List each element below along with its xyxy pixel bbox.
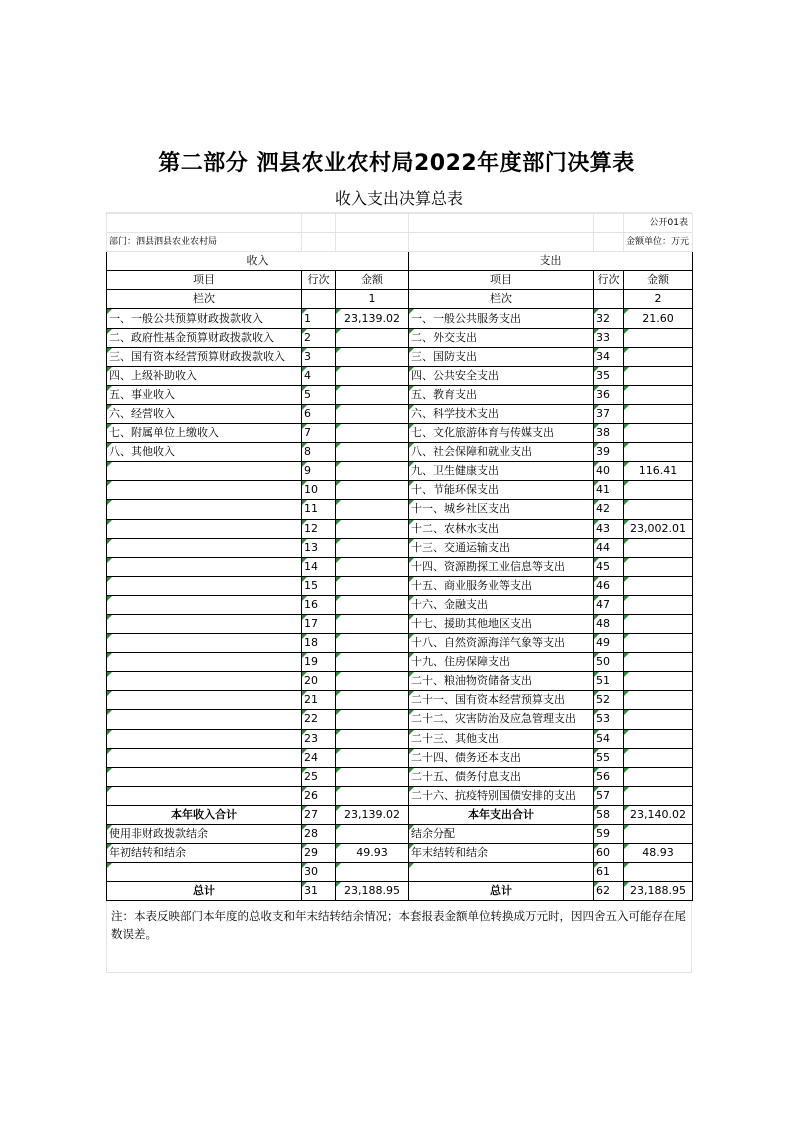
income-item: 总计 [107, 882, 302, 901]
income-amount [336, 424, 409, 443]
table-row [107, 653, 693, 672]
subtotal-row [107, 805, 693, 824]
table-row [107, 729, 693, 748]
expense-item: 十七、援助其他地区支出 [409, 614, 594, 633]
total-row [107, 882, 693, 901]
expense-line-no: 34 [594, 347, 624, 366]
column-number-row [107, 290, 693, 309]
expense-amount [624, 481, 693, 500]
expense-line-no: 57 [594, 786, 624, 805]
income-amount [336, 595, 409, 614]
income-amount: 23,139.02 [336, 309, 409, 328]
income-amount [336, 385, 409, 404]
expense-line-no: 54 [594, 729, 624, 748]
income-line-no: 2 [302, 328, 336, 347]
expense-line-no: 44 [594, 538, 624, 557]
income-item: 四、上级补助收入 [107, 366, 302, 385]
summary-table [106, 213, 693, 901]
income-item: 二、政府性基金预算财政拨款收入 [107, 328, 302, 347]
income-item: 六、经营收入 [107, 404, 302, 423]
expense-amount [624, 328, 693, 347]
expense-item: 二十、粮油物资储备支出 [409, 672, 594, 691]
expense-line-no: 56 [594, 767, 624, 786]
expense-amount [624, 347, 693, 366]
income-line-no: 18 [302, 634, 336, 653]
income-amount [336, 767, 409, 786]
income-amount: 23,139.02 [336, 805, 409, 824]
income-amount [336, 347, 409, 366]
income-col-number: 1 [336, 290, 409, 309]
income-amount [336, 366, 409, 385]
income-amount [336, 863, 409, 882]
expense-lanci: 栏次 [409, 290, 594, 309]
table-row [107, 557, 693, 576]
expense-line-no: 49 [594, 634, 624, 653]
table-row [107, 366, 693, 385]
income-line-no: 13 [302, 538, 336, 557]
income-item [107, 595, 302, 614]
income-amount [336, 557, 409, 576]
income-item [107, 576, 302, 595]
income-line-no: 30 [302, 863, 336, 882]
expense-amount [624, 748, 693, 767]
income-amount [336, 443, 409, 462]
income-line-no: 8 [302, 443, 336, 462]
report-sheet [106, 186, 692, 973]
expense-line-no: 37 [594, 404, 624, 423]
expense-item: 结余分配 [409, 825, 594, 844]
table-row [107, 328, 693, 347]
expense-item: 二十四、债务还本支出 [409, 748, 594, 767]
expense-amount [624, 614, 693, 633]
income-line-no: 14 [302, 557, 336, 576]
expense-amount [624, 653, 693, 672]
expense-amount [624, 634, 693, 653]
expense-item: 十九、住房保障支出 [409, 653, 594, 672]
expense-amount [624, 424, 693, 443]
income-amount [336, 691, 409, 710]
income-amount [336, 825, 409, 844]
expense-item: 二十一、国有资本经营预算支出 [409, 691, 594, 710]
income-line-no: 15 [302, 576, 336, 595]
expense-amount [624, 385, 693, 404]
income-amount [336, 614, 409, 633]
income-amount-header: 金额 [336, 271, 409, 290]
table-row [107, 691, 693, 710]
income-line-no: 3 [302, 347, 336, 366]
income-amount [336, 500, 409, 519]
expense-amount: 23,140.02 [624, 805, 693, 824]
table-row [107, 710, 693, 729]
income-amount [336, 786, 409, 805]
income-header: 收入 [107, 252, 409, 271]
income-line-no: 22 [302, 710, 336, 729]
expense-amount [624, 595, 693, 614]
expense-line-no: 59 [594, 825, 624, 844]
table-row [107, 443, 693, 462]
table-row [107, 844, 693, 863]
dept-row [107, 233, 693, 252]
income-lanci: 栏次 [107, 290, 302, 309]
expense-line-no: 55 [594, 748, 624, 767]
income-line-no: 31 [302, 882, 336, 901]
expense-item: 四、公共安全支出 [409, 366, 594, 385]
expense-item [409, 863, 594, 882]
income-line-no: 7 [302, 424, 336, 443]
income-line-no: 27 [302, 805, 336, 824]
expense-item: 三、国防支出 [409, 347, 594, 366]
expense-line-no: 52 [594, 691, 624, 710]
expense-amount [624, 710, 693, 729]
income-amount [336, 710, 409, 729]
income-item [107, 767, 302, 786]
expense-line-no: 41 [594, 481, 624, 500]
expense-amount [624, 557, 693, 576]
income-line-no: 21 [302, 691, 336, 710]
income-line-no: 12 [302, 519, 336, 538]
table-row [107, 767, 693, 786]
income-item [107, 729, 302, 748]
income-amount: 49.93 [336, 844, 409, 863]
expense-item: 十二、农林水支出 [409, 519, 594, 538]
table-row [107, 462, 693, 481]
expense-item: 二十五、债务付息支出 [409, 767, 594, 786]
table-row [107, 309, 693, 328]
expense-amount [624, 786, 693, 805]
expense-amount: 48.93 [624, 844, 693, 863]
expense-line-no: 45 [594, 557, 624, 576]
income-item [107, 653, 302, 672]
income-line-no: 24 [302, 748, 336, 767]
expense-item: 六、科学技术支出 [409, 404, 594, 423]
table-row [107, 500, 693, 519]
income-line-no: 25 [302, 767, 336, 786]
income-amount [336, 672, 409, 691]
expense-item: 十八、自然资源海洋气象等支出 [409, 634, 594, 653]
income-item: 一、一般公共预算财政拨款收入 [107, 309, 302, 328]
expense-amount-header: 金额 [624, 271, 693, 290]
income-amount: 23,188.95 [336, 882, 409, 901]
expense-item: 八、社会保障和就业支出 [409, 443, 594, 462]
income-item: 八、其他收入 [107, 443, 302, 462]
expense-amount [624, 863, 693, 882]
table-row [107, 614, 693, 633]
income-item [107, 557, 302, 576]
table-row [107, 481, 693, 500]
table-row [107, 786, 693, 805]
expense-line-no: 39 [594, 443, 624, 462]
income-amount [336, 538, 409, 557]
expense-line-no: 42 [594, 500, 624, 519]
footnote: 注：本表反映部门本年度的总收支和年末结转结余情况；本套报表金额单位转换成万元时，因四舍五入可能存在尾数误差。 [106, 901, 692, 973]
expense-line-no: 58 [594, 805, 624, 824]
income-item [107, 748, 302, 767]
income-amount [336, 748, 409, 767]
income-item [107, 519, 302, 538]
table-row [107, 347, 693, 366]
income-item-header: 项目 [107, 271, 302, 290]
income-line-no: 11 [302, 500, 336, 519]
income-item [107, 710, 302, 729]
income-amount [336, 729, 409, 748]
income-item: 七、附属单位上缴收入 [107, 424, 302, 443]
expense-line-no: 60 [594, 844, 624, 863]
income-amount [336, 653, 409, 672]
table-row [107, 672, 693, 691]
income-line-no: 19 [302, 653, 336, 672]
income-item [107, 500, 302, 519]
expense-line-no: 36 [594, 385, 624, 404]
income-line-no: 23 [302, 729, 336, 748]
expense-item: 十、节能环保支出 [409, 481, 594, 500]
table-row [107, 863, 693, 882]
expense-amount [624, 443, 693, 462]
expense-item: 十三、交通运输支出 [409, 538, 594, 557]
income-item: 五、事业收入 [107, 385, 302, 404]
form-code: 公开01表 [624, 214, 693, 233]
expense-amount [624, 538, 693, 557]
unit-label: 金额单位：万元 [624, 233, 693, 252]
expense-line-no: 51 [594, 672, 624, 691]
expense-amount [624, 404, 693, 423]
expense-line-no: 33 [594, 328, 624, 347]
expense-item: 二十六、抗疫特别国债安排的支出 [409, 786, 594, 805]
table-row [107, 595, 693, 614]
expense-item: 七、文化旅游体育与传媒支出 [409, 424, 594, 443]
department-label: 部门：泗县泗县农业农村局 [107, 233, 302, 252]
income-line-no: 20 [302, 672, 336, 691]
income-line-no: 17 [302, 614, 336, 633]
expense-line-no: 35 [594, 366, 624, 385]
expense-header: 支出 [409, 252, 693, 271]
section-header-row [107, 252, 693, 271]
income-line-header: 行次 [302, 271, 336, 290]
expense-amount: 23,002.01 [624, 519, 693, 538]
expense-item: 十六、金融支出 [409, 595, 594, 614]
income-line-no: 9 [302, 462, 336, 481]
expense-item-header: 项目 [409, 271, 594, 290]
expense-item: 一、一般公共服务支出 [409, 309, 594, 328]
table-row [107, 404, 693, 423]
expense-item: 总计 [409, 882, 594, 901]
expense-item: 二十二、灾害防治及应急管理支出 [409, 710, 594, 729]
expense-amount [624, 500, 693, 519]
income-item [107, 863, 302, 882]
income-item: 本年收入合计 [107, 805, 302, 824]
expense-line-no: 47 [594, 595, 624, 614]
table-row [107, 634, 693, 653]
expense-amount: 21.60 [624, 309, 693, 328]
expense-amount: 23,188.95 [624, 882, 693, 901]
expense-line-header: 行次 [594, 271, 624, 290]
expense-item: 五、教育支出 [409, 385, 594, 404]
expense-item: 年末结转和结余 [409, 844, 594, 863]
table-row [107, 519, 693, 538]
income-line-no: 16 [302, 595, 336, 614]
expense-line-no: 46 [594, 576, 624, 595]
income-line-no: 28 [302, 825, 336, 844]
table-title: 收入支出决算总表 [106, 186, 692, 213]
income-line-no: 10 [302, 481, 336, 500]
expense-item: 二十三、其他支出 [409, 729, 594, 748]
income-item [107, 614, 302, 633]
table-row [107, 385, 693, 404]
income-item [107, 462, 302, 481]
form-code-row [107, 214, 693, 233]
income-item: 年初结转和结余 [107, 844, 302, 863]
table-row [107, 576, 693, 595]
expense-line-no: 50 [594, 653, 624, 672]
expense-line-no: 62 [594, 882, 624, 901]
expense-amount [624, 825, 693, 844]
income-amount [336, 519, 409, 538]
expense-line-no: 40 [594, 462, 624, 481]
expense-item: 本年支出合计 [409, 805, 594, 824]
expense-amount [624, 672, 693, 691]
income-line-no: 5 [302, 385, 336, 404]
income-item [107, 691, 302, 710]
expense-line-no: 43 [594, 519, 624, 538]
table-row [107, 748, 693, 767]
page-title: 第二部分 泗县农业农村局2022年度部门决算表 [158, 151, 635, 176]
expense-line-no: 32 [594, 309, 624, 328]
expense-amount [624, 729, 693, 748]
income-item [107, 634, 302, 653]
income-line-no: 1 [302, 309, 336, 328]
income-item [107, 786, 302, 805]
income-amount [336, 328, 409, 347]
income-amount [336, 481, 409, 500]
income-line-no: 29 [302, 844, 336, 863]
income-item [107, 672, 302, 691]
income-item: 使用非财政拨款结余 [107, 825, 302, 844]
income-amount [336, 462, 409, 481]
income-item [107, 481, 302, 500]
income-line-no: 4 [302, 366, 336, 385]
expense-item: 十一、城乡社区支出 [409, 500, 594, 519]
expense-line-no: 48 [594, 614, 624, 633]
expense-amount [624, 767, 693, 786]
income-item [107, 538, 302, 557]
income-amount [336, 576, 409, 595]
income-amount [336, 404, 409, 423]
expense-item: 九、卫生健康支出 [409, 462, 594, 481]
expense-line-no: 61 [594, 863, 624, 882]
table-row [107, 825, 693, 844]
expense-amount: 116.41 [624, 462, 693, 481]
income-item: 三、国有资本经营预算财政拨款收入 [107, 347, 302, 366]
expense-line-no: 38 [594, 424, 624, 443]
income-amount [336, 634, 409, 653]
expense-amount [624, 576, 693, 595]
expense-amount [624, 366, 693, 385]
expense-amount [624, 691, 693, 710]
expense-col-number: 2 [624, 290, 693, 309]
income-line-no: 6 [302, 404, 336, 423]
expense-item: 十五、商业服务业等支出 [409, 576, 594, 595]
table-row [107, 538, 693, 557]
expense-item: 二、外交支出 [409, 328, 594, 347]
expense-item: 十四、资源勘探工业信息等支出 [409, 557, 594, 576]
table-row [107, 424, 693, 443]
income-line-no: 26 [302, 786, 336, 805]
expense-line-no: 53 [594, 710, 624, 729]
column-header-row [107, 271, 693, 290]
